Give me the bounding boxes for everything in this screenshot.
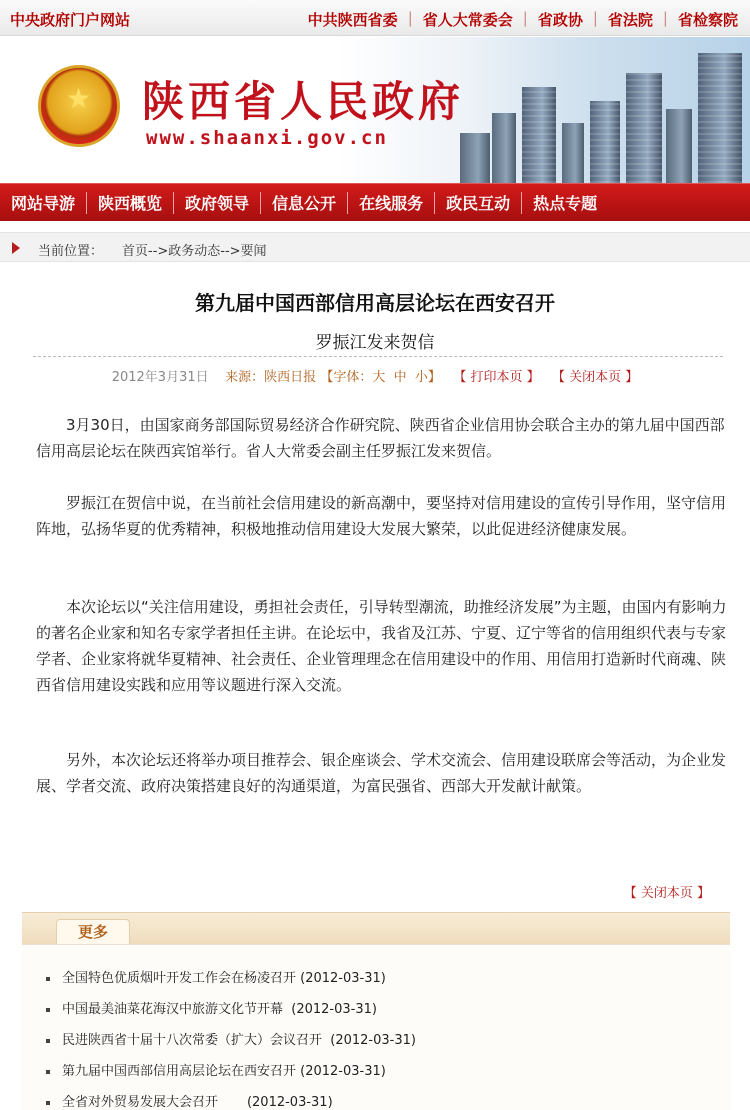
nav-information-disclosure[interactable]: 信息公开: [272, 194, 337, 213]
site-url: www.shaanxi.gov.cn: [146, 127, 388, 149]
city-skyline-image: [450, 37, 750, 183]
divider: [33, 356, 723, 357]
bullet-icon: [46, 1070, 50, 1074]
breadcrumb-path[interactable]: 首页-->政务动态-->要闻: [122, 244, 267, 259]
list-item[interactable]: [46, 1060, 386, 1079]
main-nav: [0, 183, 750, 221]
list-item-title[interactable]: 全国特色优质烟叶开发工作会在杨凌召开: [62, 971, 297, 986]
close-page-button[interactable]: 【 关闭本页 】: [552, 370, 639, 385]
list-item-title[interactable]: 全省对外贸易发展大会召开: [62, 1095, 219, 1110]
font-size-small[interactable]: 小: [414, 370, 428, 385]
nav-hot-topics[interactable]: 热点专题: [533, 194, 598, 213]
article-title: 第九届中国西部信用高层论坛在西安召开: [195, 291, 555, 315]
list-item-date: (2012-03-31): [330, 1033, 416, 1048]
article-paragraph: 另外，本次论坛还将举办项目推荐会、银企座谈会、学术交流会、信用建设联席会等活动，为企业发展、学者交流、政府决策搭建良好的沟通渠道，为富民强省、西部大开发献计献策。: [36, 751, 727, 795]
bullet-icon: [46, 1101, 50, 1105]
national-emblem-icon: ★: [38, 65, 120, 147]
article-meta: [0, 366, 750, 385]
article-paragraph: 3月30日，由国家商务部国际贸易经济合作研究院、陕西省企业信用协会联合主办的第九届中国西部信用高层论坛在陕西宾馆举行。省人大常委会副主任罗振江发来贺信。: [36, 416, 725, 460]
top-link-party-committee[interactable]: 中共陕西省委: [307, 11, 398, 29]
separator: |: [522, 9, 528, 27]
font-size-label: 【字体：: [320, 370, 373, 385]
nav-site-guide[interactable]: 网站导游: [11, 194, 76, 213]
article-paragraph: 罗振江在贺信中说，在当前社会信用建设的新高潮中，要坚持对信用建设的宣传引导作用，坚守信用阵地，弘扬华夏的优秀精神，积极地推动信用建设大发展大繁荣，以此促进经济健康发展。: [36, 494, 727, 538]
separator: |: [592, 9, 598, 27]
list-item-date: (2012-03-31): [300, 971, 386, 986]
more-section-header: [22, 912, 730, 944]
top-links: [308, 9, 738, 30]
top-links-bar: [0, 0, 750, 36]
bullet-icon: [46, 1008, 50, 1012]
central-portal-link[interactable]: 中央政府门户网站: [10, 11, 131, 29]
font-size-label-end: 】: [427, 370, 441, 385]
article-paragraph: 本次论坛以“关注信用建设，勇担社会责任，引导转型潮流，助推经济发展”为主题，由国内有影响力的著名企业家和知名专家学者担任主讲。在论坛中，我省及江苏、宁夏、辽宁等省的信用组织代表与专家学者、企业家将就华夏精神、社会责任、企业管理理念在信用建设中的作用、用信用打造新时代商魂、陕西省信用建设实践和应用等议题进行深入交流。: [36, 598, 727, 694]
nav-public-interaction[interactable]: 政民互动: [446, 194, 511, 213]
nav-government-leaders[interactable]: 政府领导: [185, 194, 250, 213]
list-item-title[interactable]: 第九届中国西部信用高层论坛在西安召开: [62, 1064, 297, 1079]
list-item-date: (2012-03-31): [300, 1064, 386, 1079]
list-item[interactable]: [46, 1029, 416, 1048]
separator: |: [662, 9, 668, 27]
site-banner: [0, 37, 750, 183]
breadcrumb: [0, 232, 750, 262]
list-item[interactable]: [46, 967, 386, 986]
nav-shaanxi-overview[interactable]: 陕西概览: [98, 194, 163, 213]
breadcrumb-label: 当前位置：: [38, 244, 104, 259]
more-list: [22, 944, 730, 1110]
article-subtitle: 罗振江发来贺信: [315, 333, 435, 353]
list-item-date: (2012-03-31): [246, 1095, 333, 1110]
bullet-icon: [46, 1039, 50, 1043]
top-link-npc[interactable]: 省人大常委会: [422, 11, 513, 29]
more-tab[interactable]: 更多: [56, 919, 130, 945]
font-size-medium[interactable]: 中: [393, 370, 407, 385]
top-link-cppcc[interactable]: 省政协: [537, 11, 583, 29]
nav-online-services[interactable]: 在线服务: [359, 194, 424, 213]
top-link-procuratorate[interactable]: 省检察院: [677, 11, 738, 29]
list-item-date: (2012-03-31): [291, 1002, 377, 1017]
site-title: 陕西省人民政府: [142, 77, 465, 126]
bullet-icon: [46, 977, 50, 981]
article-source: 来源：陕西日报: [225, 370, 317, 385]
print-page-button[interactable]: 【 打印本页 】: [453, 370, 540, 385]
font-size-large[interactable]: 大: [372, 370, 386, 385]
article-date: 2012年3月31日: [111, 370, 209, 385]
list-item[interactable]: [46, 1091, 333, 1110]
list-item-title[interactable]: 中国最美油菜花海汉中旅游文化节开幕: [62, 1002, 284, 1017]
close-page-bottom-button[interactable]: 【 关闭本页 】: [623, 886, 710, 901]
list-item-title[interactable]: 民进陕西省十届十八次常委（扩大）会议召开: [62, 1033, 323, 1048]
list-item[interactable]: [46, 998, 377, 1017]
top-link-court[interactable]: 省法院: [607, 11, 653, 29]
breadcrumb-arrow-icon: [12, 242, 20, 254]
separator: |: [407, 9, 413, 27]
